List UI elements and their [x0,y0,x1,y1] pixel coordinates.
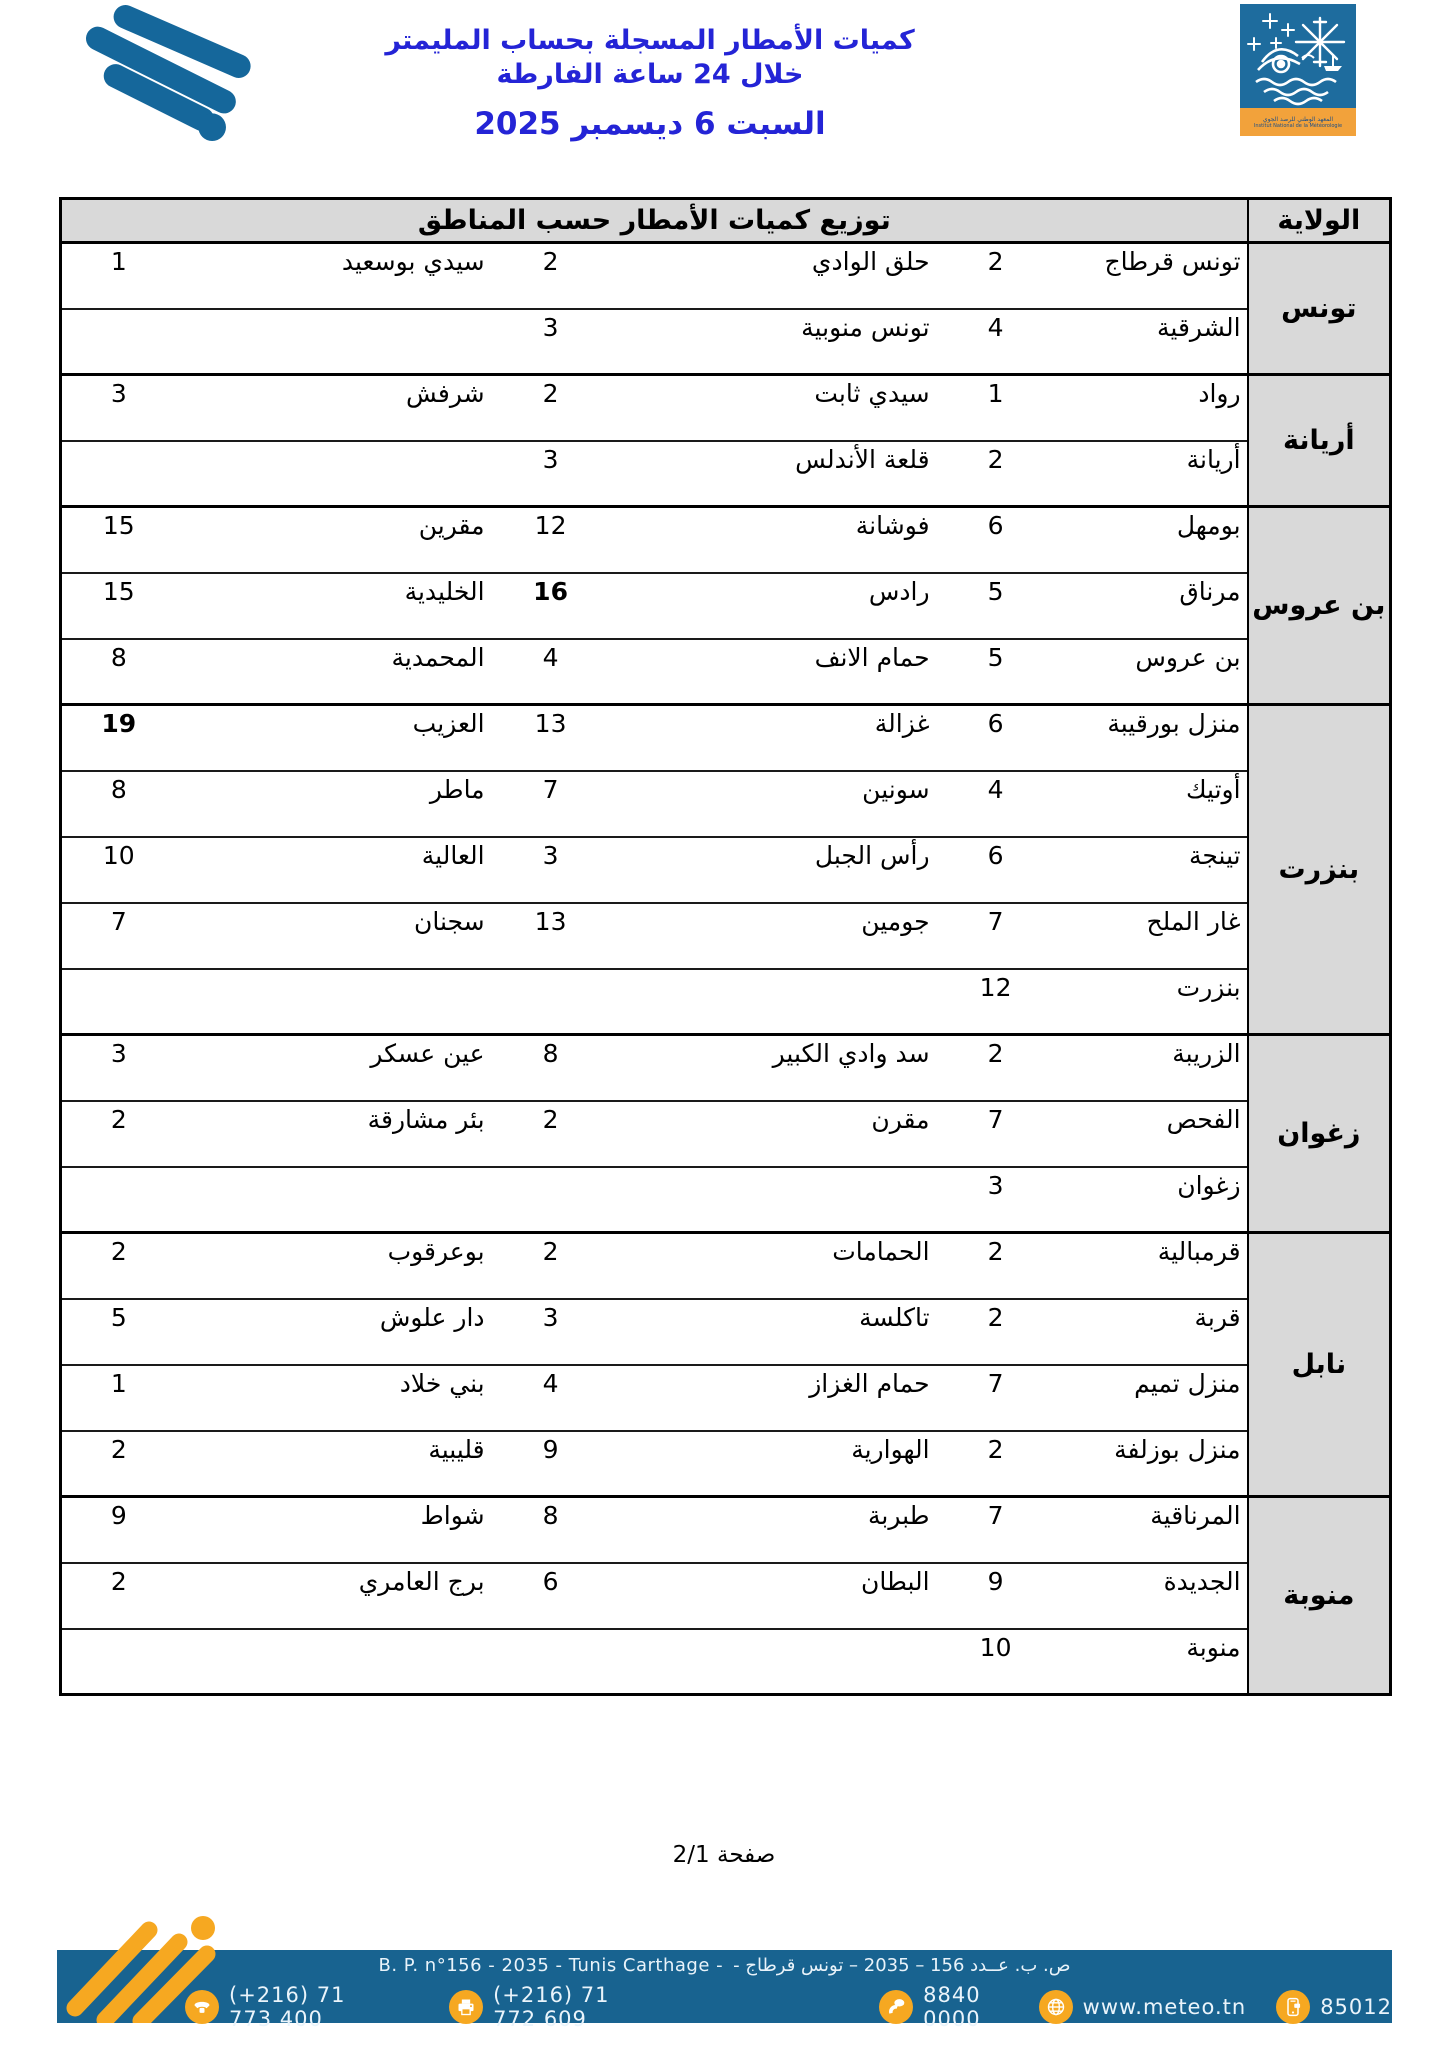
rain-value-cell: 10 [936,1629,1056,1695]
rain-value-cell: 5 [936,639,1056,705]
rain-value-cell: 12 [936,969,1056,1035]
table-row [61,573,1391,639]
station-name-cell: شرفش [176,375,491,441]
sms-icon [1276,1990,1310,2024]
rain-value-cell: 6 [936,507,1056,573]
rain-value-cell: 3 [61,1035,176,1101]
station-name-cell: بنزرت [1056,969,1248,1035]
call-center-icon [879,1990,913,2024]
table-row [61,1629,1391,1695]
table-header-row [61,199,1391,243]
report-date: السبت 6 ديسمبر 2025 [474,106,826,142]
station-name-cell: رأس الجبل [611,837,936,903]
footer-contact-text: 85012 [1320,1995,1392,2019]
table-row [61,441,1391,507]
station-name-cell: دار علوش [176,1299,491,1365]
station-name-cell: طبربة [611,1497,936,1563]
station-name-cell: منزل بوزلفة [1056,1431,1248,1497]
rain-value-cell: 8 [61,771,176,837]
page-number: صفحة 2/1 [672,1842,776,1868]
rain-value-cell: 2 [61,1233,176,1299]
station-name-cell: زغوان [1056,1167,1248,1233]
fax-icon [449,1990,483,2024]
rain-value-cell: 16 [491,573,611,639]
station-name-cell [176,309,491,375]
rain-value-cell: 10 [61,837,176,903]
table-row [61,1431,1391,1497]
rain-value-cell: 6 [936,837,1056,903]
station-name-cell [611,1167,936,1233]
rain-value-cell: 2 [936,1233,1056,1299]
rain-value-cell: 6 [491,1563,611,1629]
table-row [61,903,1391,969]
rain-value-cell: 5 [936,573,1056,639]
station-name-cell: تاكلسة [611,1299,936,1365]
governorate-cell: منوبة [1248,1497,1391,1695]
station-name-cell: ماطر [176,771,491,837]
title-line-1: كميات الأمطار المسجلة بحساب المليمتر [385,25,915,56]
footer-address-fr: B. P. n°156 - 2035 - Tunis Carthage - [378,1955,724,1976]
station-name-cell: العالية [176,837,491,903]
rain-value-cell: 3 [491,441,611,507]
table-row [61,1365,1391,1431]
station-name-cell [176,969,491,1035]
rain-value-cell: 7 [491,771,611,837]
rain-value-cell: 2 [491,243,611,309]
footer-contact-item [1039,1990,1247,2024]
table-row [61,507,1391,573]
rain-value-cell: 2 [61,1563,176,1629]
globe-icon [1039,1990,1073,2024]
rain-value-cell [61,1629,176,1695]
rain-value-cell: 4 [936,309,1056,375]
rain-value-cell: 3 [491,837,611,903]
station-name-cell: بوعرقوب [176,1233,491,1299]
station-name-cell: منزل بورقيبة [1056,705,1248,771]
rain-value-cell: 1 [61,1365,176,1431]
footer-contact-text: (+216) 71 772 609 [493,1983,610,2031]
station-name-cell: الخليدية [176,573,491,639]
rain-value-cell: 2 [936,243,1056,309]
station-name-cell: مقرن [611,1101,936,1167]
governorate-cell: تونس [1248,243,1391,375]
station-name-cell: غزالة [611,705,936,771]
rain-value-cell: 5 [61,1299,176,1365]
rain-value-cell: 4 [936,771,1056,837]
rain-value-cell [61,441,176,507]
station-name-cell: الزريبة [1056,1035,1248,1101]
station-name-cell: سيدي بوسعيد [176,243,491,309]
rain-value-cell: 7 [61,903,176,969]
rain-value-cell: 8 [491,1035,611,1101]
station-name-cell: غار الملح [1056,903,1248,969]
station-name-cell: فوشانة [611,507,936,573]
station-name-cell [611,969,936,1035]
station-name-cell: مقرين [176,507,491,573]
rain-value-cell [491,969,611,1035]
station-name-cell: العزيب [176,705,491,771]
station-name-cell [176,441,491,507]
rainfall-table [59,197,1392,1696]
rain-value-cell: 13 [491,705,611,771]
rain-value-cell: 2 [61,1431,176,1497]
table-row [61,969,1391,1035]
governorate-cell: أريانة [1248,375,1391,507]
station-name-cell: بومهل [1056,507,1248,573]
station-name-cell: البطان [611,1563,936,1629]
footer-contact-item [1276,1990,1392,2024]
rain-value-cell: 4 [491,639,611,705]
station-name-cell: سيدي ثابت [611,375,936,441]
station-name-cell [611,1629,936,1695]
inm-caption-arabic: المعهد الوطني للرصد الجوي [1262,115,1334,123]
rain-value-cell [61,309,176,375]
rain-value-cell: 2 [936,1299,1056,1365]
station-name-cell: برج العامري [176,1563,491,1629]
rain-value-cell: 8 [61,639,176,705]
governorate-cell: بنزرت [1248,705,1391,1035]
station-name-cell [176,1167,491,1233]
station-name-cell: تونس قرطاج [1056,243,1248,309]
table-row [61,1233,1391,1299]
rain-value-cell [61,969,176,1035]
station-name-cell: قرمبالية [1056,1233,1248,1299]
station-name-cell: منزل تميم [1056,1365,1248,1431]
rain-value-cell: 2 [936,1431,1056,1497]
station-name-cell: أريانة [1056,441,1248,507]
distribution-header: توزيع كميات الأمطار حسب المناطق [61,199,1248,243]
table-row [61,837,1391,903]
rain-value-cell: 2 [936,441,1056,507]
footer-contact-text: 8840 0000 [923,1983,981,2031]
rain-value-cell: 7 [936,1365,1056,1431]
rain-value-cell: 8 [491,1497,611,1563]
station-name-cell: حلق الوادي [611,243,936,309]
station-name-cell: المحمدية [176,639,491,705]
rain-value-cell: 2 [491,1233,611,1299]
table-row [61,1299,1391,1365]
station-name-cell: شواط [176,1497,491,1563]
table-row [61,243,1391,309]
station-name-cell: رادس [611,573,936,639]
table-row [61,705,1391,771]
station-name-cell: الفحص [1056,1101,1248,1167]
station-name-cell: سونين [611,771,936,837]
footer-contact-text: (+216) 71 773 400 [229,1983,346,2031]
station-name-cell: جومين [611,903,936,969]
station-name-cell: أوتيك [1056,771,1248,837]
station-name-cell: سجنان [176,903,491,969]
station-name-cell: الجديدة [1056,1563,1248,1629]
footer-contact-item [449,1983,659,2031]
rain-value-cell: 15 [61,507,176,573]
station-name-cell: حمام الانف [611,639,936,705]
station-name-cell: رواد [1056,375,1248,441]
station-name-cell: عين عسكر [176,1035,491,1101]
rain-value-cell: 9 [491,1431,611,1497]
page-title [180,24,1120,142]
governorate-cell: بن عروس [1248,507,1391,705]
table-row [61,1101,1391,1167]
governorate-column-header: الولاية [1248,199,1391,243]
rain-value-cell: 2 [936,1035,1056,1101]
governorate-cell: نابل [1248,1233,1391,1497]
table-row [61,309,1391,375]
rain-value-cell [491,1629,611,1695]
rain-value-cell: 1 [936,375,1056,441]
table-row [61,1035,1391,1101]
footer-address-ar: ص. ب. عــدد 156 – 2035 – تونس قرطاج - [733,1955,1071,1976]
rain-value-cell: 1 [61,243,176,309]
rain-value-cell: 7 [936,1497,1056,1563]
station-name-cell: قلعة الأندلس [611,441,936,507]
station-name-cell: تونس منوبية [611,309,936,375]
rain-value-cell: 2 [491,375,611,441]
rain-value-cell [61,1167,176,1233]
rain-value-cell: 3 [61,375,176,441]
inm-emblem-logo [1240,4,1356,136]
table-row [61,1563,1391,1629]
rain-value-cell: 9 [936,1563,1056,1629]
table-row [61,1497,1391,1563]
station-name-cell: بئر مشارقة [176,1101,491,1167]
footer-contact-item [879,1983,1013,2031]
inm-logo-band [1240,108,1356,136]
station-name-cell: سد وادي الكبير [611,1035,936,1101]
station-name-cell: مرناق [1056,573,1248,639]
rain-value-cell: 2 [491,1101,611,1167]
rain-table-body [61,243,1391,1695]
rain-value-cell: 13 [491,903,611,969]
rain-value-cell: 3 [491,1299,611,1365]
station-name-cell: بن عروس [1056,639,1248,705]
station-name-cell: حمام الغزاز [611,1365,936,1431]
rain-value-cell: 3 [491,309,611,375]
station-name-cell: المرناقية [1056,1497,1248,1563]
table-row [61,639,1391,705]
governorate-cell: زغوان [1248,1035,1391,1233]
footer-contact-text: www.meteo.tn [1082,1995,1247,2019]
station-name-cell: الحمامات [611,1233,936,1299]
rain-value-cell [491,1167,611,1233]
rain-value-cell: 2 [61,1101,176,1167]
title-line-2: خلال 24 ساعة الفارطة [496,59,804,90]
rain-value-cell: 12 [491,507,611,573]
station-name-cell: الهوارية [611,1431,936,1497]
inm-caption-french: Institut National de la Météorologie [1253,122,1343,129]
station-name-cell: قليبية [176,1431,491,1497]
rain-value-cell: 6 [936,705,1056,771]
footer-stripes-icon [57,1908,387,2023]
station-name-cell: منوبة [1056,1629,1248,1695]
rain-value-cell: 4 [491,1365,611,1431]
station-name-cell: تينجة [1056,837,1248,903]
rain-value-cell: 7 [936,1101,1056,1167]
rain-value-cell: 3 [936,1167,1056,1233]
table-row [61,375,1391,441]
station-name-cell: بني خلاد [176,1365,491,1431]
table-row [61,1167,1391,1233]
rain-value-cell: 15 [61,573,176,639]
rain-value-cell: 19 [61,705,176,771]
station-name-cell: الشرقية [1056,309,1248,375]
station-name-cell: قربة [1056,1299,1248,1365]
rain-value-cell: 7 [936,903,1056,969]
rain-value-cell: 9 [61,1497,176,1563]
station-name-cell [176,1629,491,1695]
table-row [61,771,1391,837]
